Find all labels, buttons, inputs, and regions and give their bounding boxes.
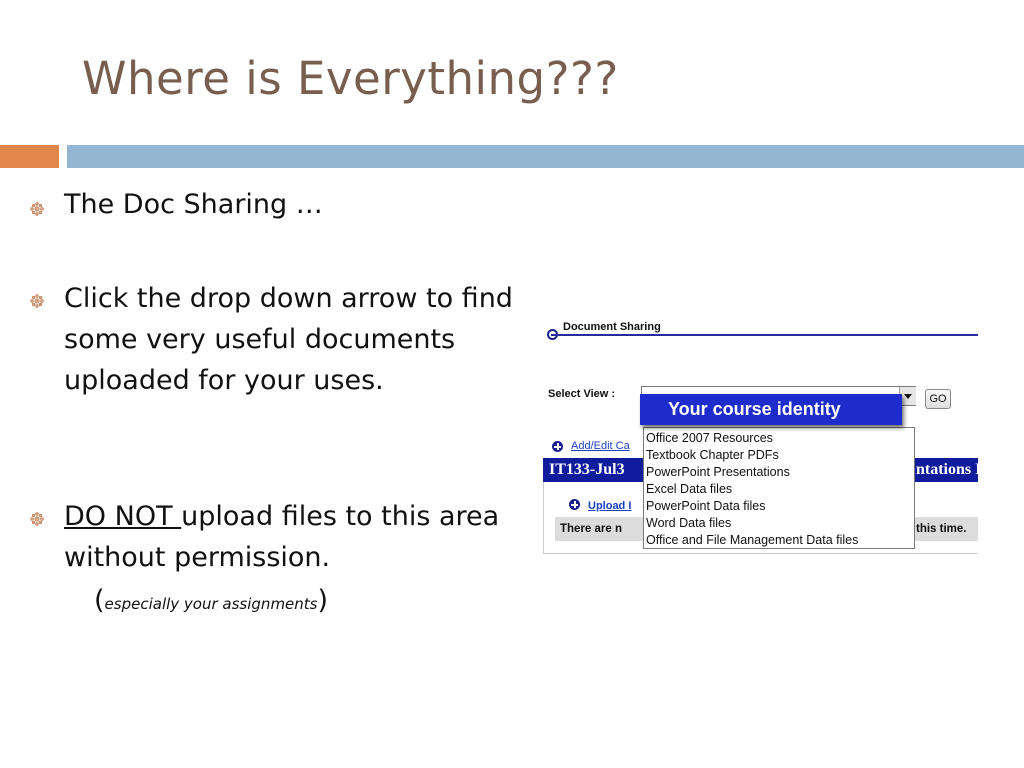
select-view-label: Select View : bbox=[548, 388, 616, 400]
title-underline bbox=[553, 334, 978, 336]
bullet-text bbox=[64, 496, 504, 578]
slide-title: Where is Everything??? bbox=[82, 52, 619, 105]
doc-sharing-screenshot bbox=[543, 313, 982, 563]
bullet-icon bbox=[30, 512, 44, 526]
note-text: especially your assignments bbox=[104, 595, 318, 613]
accent-bar-blue bbox=[67, 145, 1024, 168]
go-button[interactable]: GO bbox=[925, 389, 951, 409]
dropdown-options-list[interactable] bbox=[643, 427, 915, 549]
add-icon[interactable] bbox=[552, 441, 563, 452]
course-header-right: ntations I bbox=[916, 461, 982, 478]
bullet-icon bbox=[30, 202, 44, 216]
accent-bar-orange bbox=[0, 145, 59, 168]
add-edit-categories-link[interactable]: Add/Edit Ca bbox=[571, 440, 630, 452]
bullet-text: The Doc Sharing … bbox=[64, 189, 323, 220]
selected-option[interactable]: Your course identity bbox=[640, 394, 902, 425]
note-close-paren: ) bbox=[317, 585, 329, 616]
upload-icon[interactable] bbox=[569, 499, 580, 510]
course-header-left: IT133-Jul3 bbox=[549, 461, 625, 478]
dropdown-option[interactable]: Excel Data files bbox=[646, 482, 733, 496]
dropdown-option[interactable]: Textbook Chapter PDFs bbox=[646, 448, 779, 462]
do-not-emphasis: DO NOT bbox=[64, 501, 182, 532]
note-open-paren: ( bbox=[94, 585, 105, 616]
message-right: this time. bbox=[916, 523, 967, 535]
bullet-text: Click the drop down arrow to find some very useful documents uploaded for your uses. bbox=[64, 283, 513, 396]
document-sharing-title: Document Sharing bbox=[563, 321, 661, 333]
bullet-text-rest: upload files to this area without permission. bbox=[64, 501, 500, 573]
dropdown-option[interactable]: Word Data files bbox=[646, 516, 732, 530]
upload-link[interactable]: Upload I bbox=[588, 500, 632, 512]
message-left: There are n bbox=[560, 523, 622, 535]
dropdown-option[interactable]: Office and File Management Data files bbox=[646, 533, 859, 547]
note bbox=[94, 585, 328, 616]
dropdown-option[interactable]: PowerPoint Data files bbox=[646, 499, 766, 513]
dropdown-option[interactable]: Office 2007 Resources bbox=[646, 431, 773, 445]
bullet-icon bbox=[30, 294, 44, 308]
dropdown-option[interactable]: PowerPoint Presentations bbox=[646, 465, 790, 479]
